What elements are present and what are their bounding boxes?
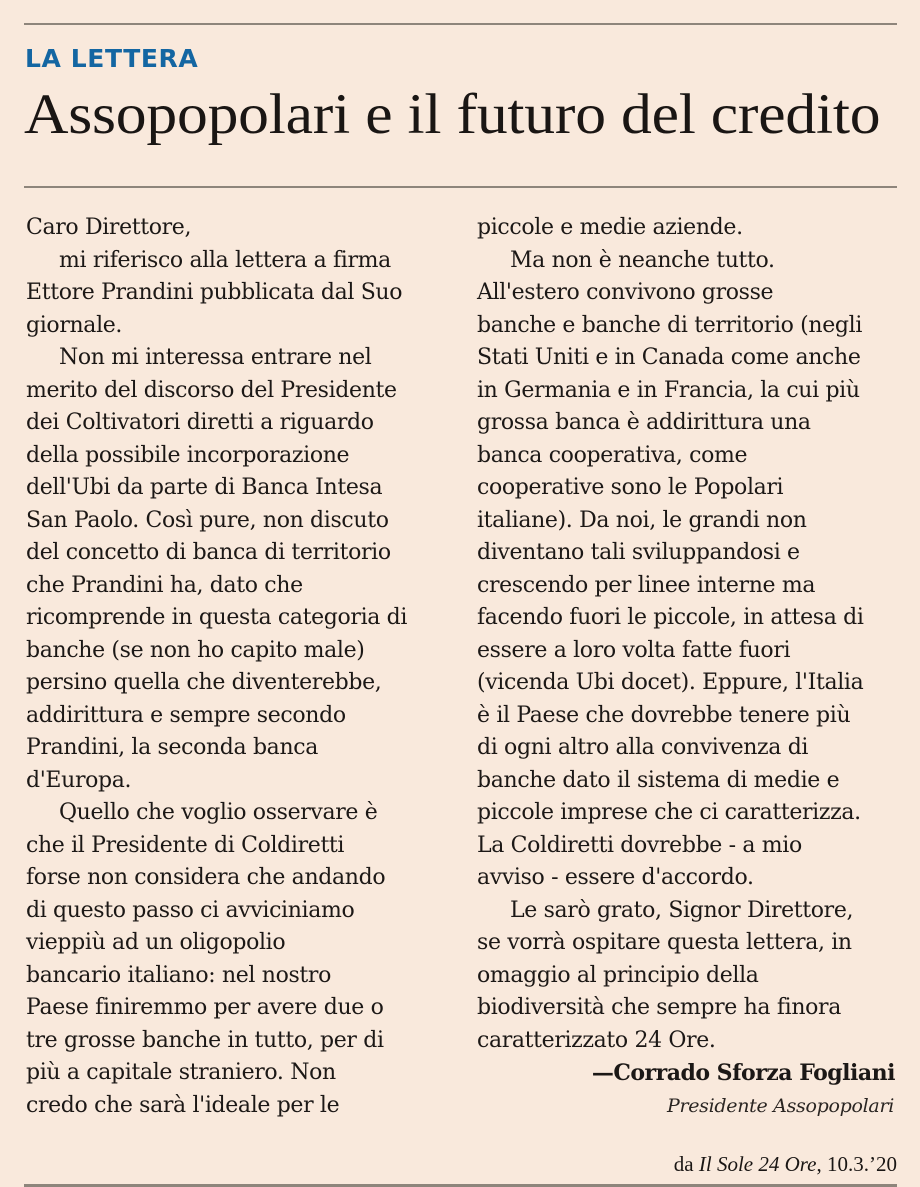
letter-column-left (26, 212, 446, 1122)
letter-line: banca cooperativa, come (477, 442, 748, 468)
letter-line: merito del discorso del Presidente (26, 377, 397, 403)
letter-line: avviso - essere d'accordo. (477, 865, 754, 890)
letter-line: Quello che voglio osservare è (59, 800, 378, 825)
letter-column-right (477, 212, 897, 1122)
letter-line: d'Europa. (26, 767, 132, 793)
letter-line: ricomprende in questa categoria di (26, 605, 408, 630)
letter-line: Caro Direttore, (26, 215, 192, 240)
letter-line: se vorrà ospitare questa lettera, in (477, 930, 852, 955)
letter-line: bancario italiano: nel nostro (26, 962, 331, 988)
letter-line: addirittura e sempre secondo (26, 702, 346, 728)
top-rule (24, 23, 897, 25)
letter-line: biodiversità che sempre ha finora (477, 995, 841, 1020)
letter-line: mi riferisco alla lettera a firma (59, 247, 391, 273)
letter-line: forse non considera che andando (26, 865, 386, 890)
letter-line: omaggio al principio della (477, 962, 759, 988)
letter-line: dei Coltivatori diretti a riguardo (26, 410, 374, 435)
letter-line: tre grosse banche in tutto, per di (26, 1027, 384, 1053)
letter-column-right-lines (477, 212, 897, 1057)
letter-line: italiane). Da noi, le grandi non (477, 507, 807, 533)
letter-line: è il Paese che dovrebbe tenere più (477, 702, 851, 728)
letter-line: Non mi interessa entrare nel (59, 345, 372, 370)
letter-line: di ogni altro alla convivenza di (477, 735, 809, 760)
letter-line: crescendo per linee interne ma (477, 572, 816, 598)
letter-line: Stati Uniti e in Canada come anche (477, 345, 861, 370)
letter-line: banche e banche di territorio (negli (477, 312, 863, 338)
letter-line: credo che sarà l'ideale per le (26, 1092, 340, 1118)
letter-line: in Germania e in Francia, la cui più (477, 377, 860, 403)
letter-line: caratterizzato 24 Ore. (477, 1027, 716, 1053)
letter-line: piccole imprese che ci caratterizza. (477, 800, 861, 825)
letter-line: del concetto di banca di territorio (26, 540, 391, 565)
letter-line: di questo passo ci avviciniamo (26, 897, 355, 923)
headline: Assopopolari e il futuro del credito (24, 83, 881, 146)
section-kicker: LA LETTERA (25, 44, 199, 73)
letter-line: grossa banca è addirittura una (477, 410, 811, 435)
letter-line: Ettore Prandini pubblicata dal Suo (26, 280, 403, 305)
headline-rule (24, 186, 897, 188)
letter-line: Prandini, la seconda banca (26, 735, 319, 760)
letter-line: All'estero convivono grosse (477, 280, 774, 305)
letter-line: Ma non è neanche tutto. (510, 247, 775, 273)
letter-line: cooperative sono le Popolari (477, 475, 784, 500)
source-publication: Il Sole 24 Ore (698, 1152, 817, 1176)
letter-line: piccole e medie aziende. (477, 215, 743, 240)
source-prefix: da (673, 1152, 699, 1176)
signature: —Corrado Sforza Fogliani (591, 1060, 895, 1086)
letter-line: dell'Ubi da parte di Banca Intesa (26, 475, 383, 500)
letter-line: (vicenda Ubi docet). Eppure, l'Italia (477, 670, 864, 695)
letter-line: giornale. (26, 312, 123, 338)
letter-line: che il Presidente di Coldiretti (26, 832, 345, 858)
letter-line: della possibile incorporazione (26, 442, 350, 468)
letter-line: diventano tali sviluppandosi e (477, 540, 800, 565)
source-credit (674, 1151, 897, 1177)
letter-line: San Paolo. Così pure, non discuto (26, 507, 389, 533)
letter-line: più a capitale straniero. Non (26, 1060, 336, 1085)
signature-role: Presidente Assopopolari (666, 1094, 894, 1117)
letter-line: persino quella che diventerebbe, (26, 670, 382, 695)
letter-line: vieppiù ad un oligopolio (26, 930, 286, 955)
letter-line: Le sarò grato, Signor Direttore, (510, 897, 854, 923)
letter-line: banche dato il sistema di medie e (477, 767, 840, 793)
letter-line: che Prandini ha, dato che (26, 572, 303, 598)
letter-line: La Coldiretti dovrebbe - a mio (477, 832, 802, 858)
letter-line: banche (se non ho capito male) (26, 637, 365, 663)
letter-line: Paese finiremmo per avere due o (26, 995, 384, 1020)
source-date: , 10.3.’20 (816, 1152, 897, 1176)
letter-line: essere a loro volta fatte fuori (477, 637, 791, 663)
letter-line: facendo fuori le piccole, in attesa di (477, 605, 864, 630)
